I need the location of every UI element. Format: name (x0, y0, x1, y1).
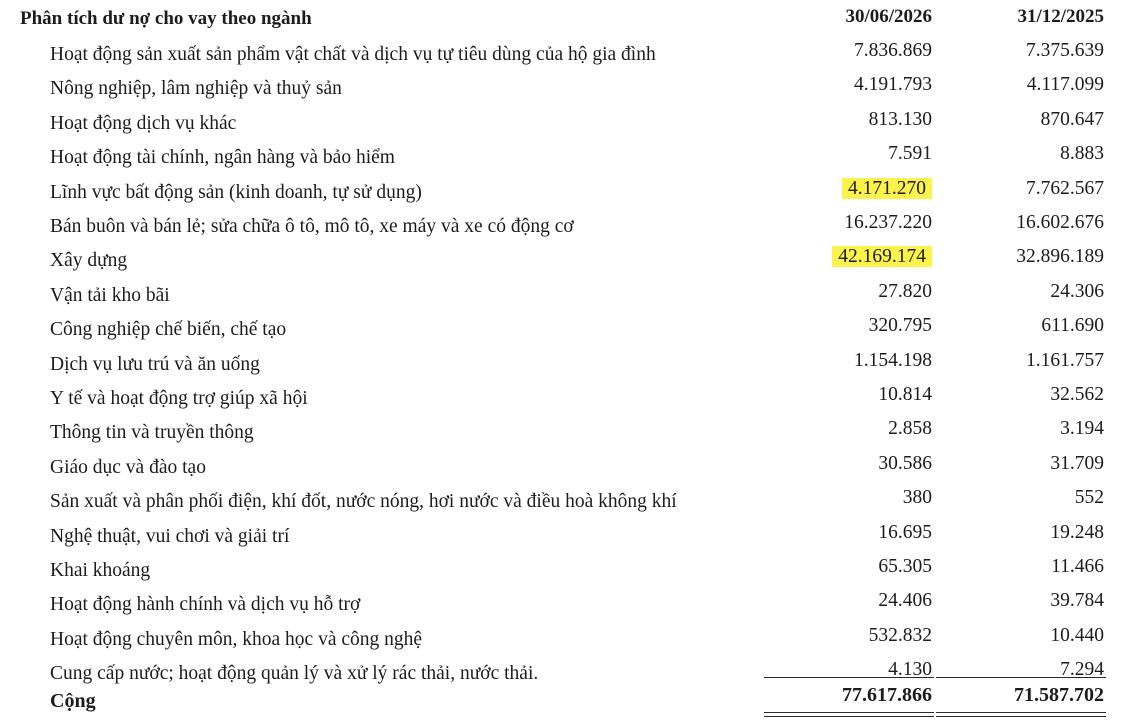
total-value-30-06-2026: 77.617.866 (842, 684, 932, 706)
value-text: 16.695 (878, 522, 932, 543)
value-text: 30.586 (878, 453, 932, 474)
row-label: Nghệ thuật, vui chơi và giải trí (50, 526, 290, 547)
total-double-rule-col2-b (936, 716, 1106, 717)
row-value-30-06-2026 (832, 246, 932, 268)
value-text: 1.154.198 (854, 350, 932, 371)
row-value-30-06-2026 (854, 74, 932, 96)
total-rule-top-col2 (936, 677, 1106, 678)
table-row (0, 487, 1128, 521)
table-row (0, 556, 1128, 590)
table-row (0, 40, 1128, 74)
row-value-31-12-2025: 39.784 (1050, 590, 1104, 611)
row-value-31-12-2025: 1.161.757 (1026, 350, 1104, 371)
row-value-31-12-2025: 8.883 (1060, 143, 1104, 164)
column-header-30-06-2026: 30/06/2026 (845, 6, 932, 27)
row-value-31-12-2025: 19.248 (1050, 522, 1104, 543)
row-label: Hoạt động hành chính và dịch vụ hỗ trợ (50, 594, 361, 615)
row-value-30-06-2026 (888, 418, 932, 440)
total-double-rule-col2-a (936, 712, 1106, 713)
value-text: 4.191.793 (854, 74, 932, 95)
total-double-rule-col1-b (764, 716, 934, 717)
table-row (0, 315, 1128, 349)
row-label: Y tế và hoạt động trợ giúp xã hội (50, 388, 308, 409)
row-label: Nông nghiệp, lâm nghiệp và thuỷ sản (50, 78, 342, 99)
value-text: 10.814 (878, 384, 932, 405)
table-row (0, 178, 1128, 212)
row-value-31-12-2025: 3.194 (1060, 418, 1104, 439)
value-text: 320.795 (868, 315, 932, 336)
row-value-30-06-2026 (854, 40, 932, 62)
table-row (0, 246, 1128, 280)
total-label: Cộng (50, 690, 96, 712)
row-label: Sản xuất và phân phối điện, khí đốt, nước nóng, hơi nước và điều hoà không khí (50, 491, 677, 512)
table-row (0, 384, 1128, 418)
row-value-31-12-2025: 870.647 (1040, 109, 1104, 130)
row-value-30-06-2026 (869, 315, 932, 337)
row-value-31-12-2025: 11.466 (1051, 556, 1104, 577)
row-value-30-06-2026 (878, 453, 932, 475)
table-title: Phân tích dư nợ cho vay theo ngành (20, 8, 312, 29)
row-label: Hoạt động dịch vụ khác (50, 113, 237, 134)
row-value-30-06-2026 (869, 109, 932, 131)
table-row (0, 350, 1128, 384)
row-label: Cung cấp nước; hoạt động quản lý và xử lý rác thải, nước thải. (50, 663, 539, 684)
value-text: 65.305 (878, 556, 932, 577)
value-text: 4.130 (888, 659, 932, 680)
row-value-31-12-2025: 31.709 (1050, 453, 1104, 474)
row-label: Thông tin và truyền thông (50, 422, 254, 443)
total-double-rule-col1-a (764, 712, 934, 713)
row-label: Khai khoáng (50, 560, 151, 581)
value-text: 16.237.220 (844, 212, 932, 233)
row-value-30-06-2026 (842, 178, 932, 200)
row-label: Công nghiệp chế biến, chế tạo (50, 319, 287, 340)
row-value-30-06-2026 (903, 487, 932, 509)
table-row (0, 212, 1128, 246)
value-text: 532.832 (868, 625, 932, 646)
row-value-31-12-2025: 7.375.639 (1026, 40, 1104, 61)
table-header-row (0, 0, 1128, 34)
total-value-31-12-2025: 71.587.702 (1014, 684, 1104, 706)
row-label: Hoạt động tài chính, ngân hàng và bảo hiểm (50, 147, 395, 168)
value-text: 27.820 (878, 281, 932, 302)
value-text: 813.130 (868, 109, 932, 130)
highlighted-value: 4.171.270 (842, 178, 932, 199)
row-label: Giáo dục và đào tạo (50, 457, 206, 478)
row-value-30-06-2026 (878, 384, 932, 406)
value-text: 380 (902, 487, 932, 508)
row-label: Xây dựng (50, 250, 128, 271)
row-value-30-06-2026 (878, 281, 932, 303)
table-row (0, 109, 1128, 143)
table-row (0, 590, 1128, 624)
row-value-31-12-2025: 24.306 (1050, 281, 1104, 302)
row-value-30-06-2026 (878, 522, 932, 544)
row-value-31-12-2025: 4.117.099 (1026, 74, 1104, 95)
row-label: Lĩnh vực bất động sản (kinh doanh, tự sử dụng) (50, 182, 422, 203)
table-row (0, 522, 1128, 556)
row-value-31-12-2025: 7.294 (1060, 659, 1104, 680)
row-value-30-06-2026 (844, 212, 932, 234)
table-row (0, 625, 1128, 659)
value-text: 7.836.869 (854, 40, 932, 61)
row-value-30-06-2026 (888, 143, 932, 165)
row-value-30-06-2026 (854, 350, 932, 372)
row-label: Dịch vụ lưu trú và ăn uống (50, 354, 260, 375)
row-label: Hoạt động sản xuất sản phẩm vật chất và dịch vụ tự tiêu dùng của hộ gia đình (50, 44, 656, 65)
table-row (0, 143, 1128, 177)
row-value-31-12-2025: 32.896.189 (1016, 246, 1104, 267)
row-value-31-12-2025: 552 (1074, 487, 1104, 508)
value-text: 7.591 (888, 143, 932, 164)
row-value-31-12-2025: 611.690 (1041, 315, 1104, 336)
row-value-30-06-2026 (878, 590, 932, 612)
row-label: Bán buôn và bán lẻ; sửa chữa ô tô, mô tô, xe máy và xe có động cơ (50, 216, 574, 237)
row-value-31-12-2025: 7.762.567 (1026, 178, 1104, 199)
row-value-31-12-2025: 10.440 (1050, 625, 1104, 646)
value-text: 24.406 (878, 590, 932, 611)
row-label: Hoạt động chuyên môn, khoa học và công nghệ (50, 629, 423, 650)
table-row (0, 281, 1128, 315)
table-row (0, 453, 1128, 487)
total-rule-top-col1 (764, 677, 934, 678)
column-header-31-12-2025: 31/12/2025 (1017, 6, 1104, 27)
table-row (0, 74, 1128, 108)
value-text: 2.858 (888, 418, 932, 439)
row-value-30-06-2026 (878, 556, 932, 578)
row-value-31-12-2025: 32.562 (1050, 384, 1104, 405)
row-value-31-12-2025: 16.602.676 (1016, 212, 1104, 233)
row-value-30-06-2026 (869, 625, 932, 647)
table-row (0, 418, 1128, 452)
highlighted-value: 42.169.174 (832, 246, 932, 267)
row-label: Vận tải kho bãi (50, 285, 170, 306)
